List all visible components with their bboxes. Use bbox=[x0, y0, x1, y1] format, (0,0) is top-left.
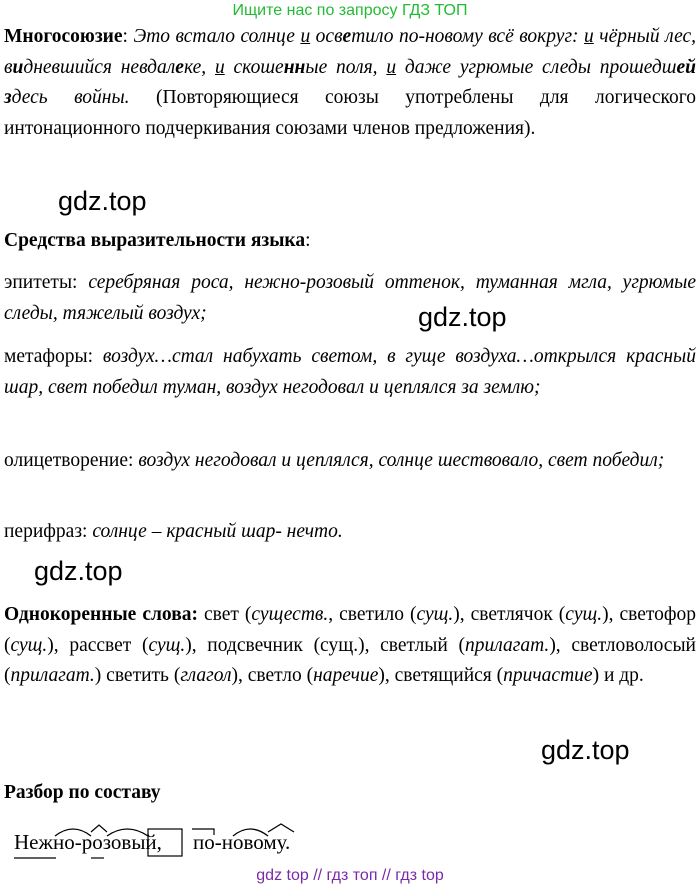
polysyndeton-example: Это встало солнце и осветило по-новому всё вокруг: и чёрный лес, видневшийся невдалеке, и скошенные поля, и даже угрюмые следы прошедшей здесь войны. bbox=[4, 26, 696, 108]
personification-label: олицетворение: bbox=[4, 450, 139, 471]
morph-analysis bbox=[0, 820, 700, 866]
colon: : bbox=[122, 26, 134, 47]
footer-banner: gdz top // гдз топ // гдз top bbox=[256, 867, 444, 884]
morph-word: по-новому. bbox=[193, 830, 291, 854]
metaphors-label: метафоры: bbox=[4, 346, 103, 367]
watermark: gdz.top bbox=[58, 186, 147, 216]
epithets-paragraph bbox=[4, 268, 696, 329]
morph-heading-line bbox=[4, 778, 696, 809]
epithets-label: эпитеты: bbox=[4, 272, 89, 293]
watermark: gdz.top bbox=[34, 556, 123, 586]
morph-heading: Разбор по составу bbox=[4, 782, 161, 803]
personification-text: воздух негодовал и цеплялся, солнце шествовало, свет победил; bbox=[138, 450, 665, 471]
polysyndeton-paragraph bbox=[4, 22, 696, 144]
epithets-text: серебряная роса, нежно-розовый оттенок, туманная мгла, угрюмые следы, тяжелый воздух; bbox=[4, 272, 696, 324]
morph-word: Нежно-розовый, bbox=[14, 830, 162, 854]
metaphors-text: воздух…стал набухать светом, в гуще воздуха…открылся красный шар, свет победил туман, воздух негодовал и цеплялся за землю; bbox=[4, 346, 696, 398]
periphrasis-text: солнце – красный шар- нечто. bbox=[92, 521, 343, 542]
polysyndeton-label: Многосоюзие bbox=[4, 26, 123, 47]
polysyndeton-note: (Повторяющиеся союзы употреблены для логического интонационного подчеркивания союзами членов предложения). bbox=[4, 87, 696, 139]
cognates-heading: Однокоренные слова: bbox=[4, 604, 198, 625]
means-heading-line bbox=[4, 226, 696, 257]
colon: : bbox=[305, 230, 311, 251]
watermark: gdz.top bbox=[418, 302, 507, 332]
personification-paragraph bbox=[4, 446, 696, 477]
metaphors-paragraph bbox=[4, 342, 696, 403]
periphrasis-paragraph bbox=[4, 517, 696, 548]
watermark: gdz.top bbox=[541, 735, 630, 765]
cognates-paragraph: Однокоренные слова: свет (существ., светило (сущ.), светлячок (сущ.), светофор (сущ.), рассвет (сущ.), подсвечник (сущ.), светлый (прилагат.), светловолосый (прилагат.) светить (глагол), светло (наречие), светящийся (причастие) и др. bbox=[4, 604, 696, 686]
means-heading: Средства выразительности языка bbox=[4, 230, 306, 251]
header-banner: Ищите нас по запросу ГДЗ ТОП bbox=[232, 2, 468, 19]
periphrasis-label: перифраз: bbox=[4, 521, 93, 542]
